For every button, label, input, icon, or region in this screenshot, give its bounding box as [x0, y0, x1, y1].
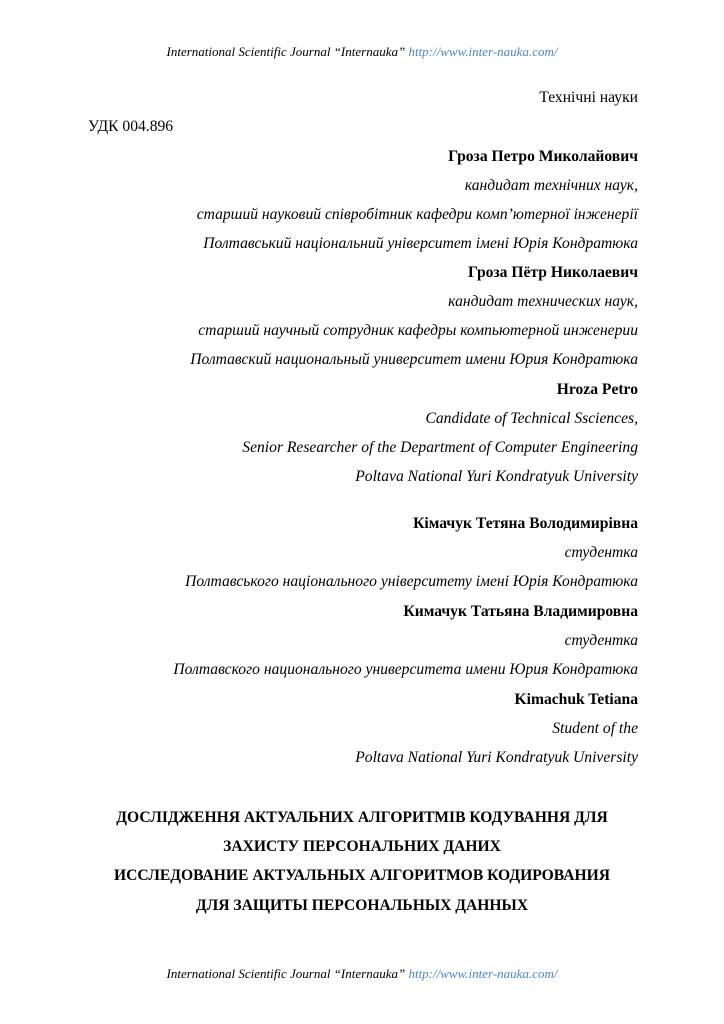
journal-url-link[interactable]: http://www.inter-nauka.com/: [408, 44, 558, 59]
article-title-uk-line-2: ЗАХИСТУ ПЕРСОНАЛЬНИХ ДАНИХ: [223, 838, 501, 855]
author-1-affiliation-en: Poltava National Yuri Kondratyuk University: [355, 468, 638, 485]
journal-name: International Scientific Journal “Internauka”: [166, 44, 406, 59]
author-1-degree-uk: кандидат технічних наук,: [464, 177, 638, 194]
author-2-name-en: Kimachuk Tetiana: [514, 691, 638, 708]
author-2-status-ru: студентка: [564, 632, 638, 649]
author-1-affiliation-uk: Полтавський національний університет імені Юрія Кондратюка: [203, 235, 638, 252]
author-2-name-ru: Кимачук Татьяна Владимировна: [403, 603, 638, 620]
author-1-position-uk: старший науковий співробітник кафедри комп’ютерної інженерії: [196, 206, 638, 223]
author-1-position-en: Senior Researcher of the Department of Computer Engineering: [242, 439, 638, 456]
author-2-affiliation-uk: Полтавського національного університету імені Юрія Кондратюка: [185, 573, 638, 590]
author-1-position-ru: старший научный сотрудник кафедры компьютерной инженерии: [198, 322, 638, 339]
author-1-name-ru: Гроза Пётр Николаевич: [468, 264, 638, 281]
author-2-status-uk: студентка: [564, 544, 638, 561]
author-2-name-uk: Кімачук Тетяна Володимирівна: [413, 515, 638, 532]
author-1-degree-ru: кандидат технических наук,: [448, 293, 638, 310]
udc-code: УДК 004.896: [88, 118, 174, 135]
author-2-affiliation-en: Poltava National Yuri Kondratyuk University: [355, 749, 638, 766]
author-1-degree-en: Candidate of Technical Ssciences,: [425, 410, 638, 427]
section-label: Технічні науки: [539, 89, 638, 106]
article-title-ru-line-2: ДЛЯ ЗАЩИТЫ ПЕРСОНАЛЬНЫХ ДАННЫХ: [195, 897, 529, 914]
page-footer: [0, 966, 724, 982]
footer-journal-url-link[interactable]: http://www.inter-nauka.com/: [408, 966, 558, 981]
footer-journal-name: International Scientific Journal “Internauka”: [166, 966, 406, 981]
author-1-name-uk: Гроза Петро Миколайович: [448, 148, 638, 165]
author-1-affiliation-ru: Полтавский национальный университет имени Юрия Кондратюка: [190, 351, 638, 368]
article-title-ru-line-1: ИССЛЕДОВАНИЕ АКТУАЛЬНЫХ АЛГОРИТМОВ КОДИРОВАНИЯ: [113, 867, 611, 884]
article-title-uk-line-1: ДОСЛІДЖЕННЯ АКТУАЛЬНИХ АЛГОРИТМІВ КОДУВАННЯ ДЛЯ: [116, 809, 608, 826]
author-1-name-en: Hroza Petro: [556, 381, 638, 398]
author-2-affiliation-ru: Полтавского национального университета имени Юрия Кондратюка: [173, 661, 638, 678]
author-2-status-en: Student of the: [552, 720, 638, 737]
page-header: [0, 44, 724, 60]
